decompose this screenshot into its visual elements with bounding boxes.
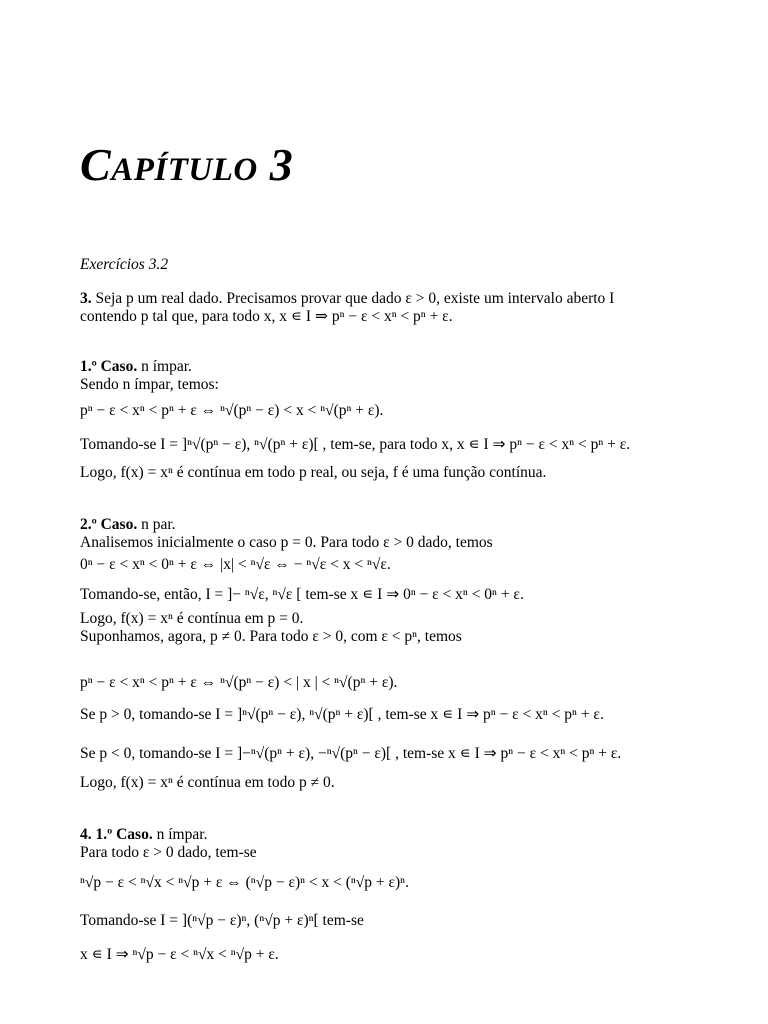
chapter-word: APÍTULO [111, 152, 258, 188]
ex4-line1: Para todo ε > 0 dado, tem-se [80, 844, 257, 861]
ex4-heading [80, 826, 207, 844]
case2-head-tail: n par. [141, 516, 176, 533]
case2-interval-neg: Se p < 0, tomando-se I = ]−ⁿ√(pⁿ + ε), −ⁿ√(pⁿ − ε)[ , tem-se x ∊ I ⇒ pⁿ − ε < xⁿ < pⁿ + ε. [80, 745, 622, 762]
case1-head: 1.º Caso. [80, 358, 138, 375]
case2-line5: Suponhamos, agora, p ≠ 0. Para todo ε > 0, com ε < pⁿ, temos [80, 628, 462, 645]
ex3-line2: contendo p tal que, para todo x, x ∊ I ⇒ pⁿ − ε < xⁿ < pⁿ + ε. [80, 308, 453, 325]
ex4-implication: x ∊ I ⇒ ⁿ√p − ε < ⁿ√x < ⁿ√p + ε. [80, 946, 279, 963]
case1-heading [80, 358, 192, 376]
case1-conclusion: Logo, f(x) = xⁿ é contínua em todo p real, ou seja, f é uma função contínua. [80, 464, 547, 481]
ex4-head-tail: n ímpar. [156, 826, 208, 843]
case2-interval-pos: Se p > 0, tomando-se I = ]ⁿ√(pⁿ − ε), ⁿ√(pⁿ + ε)[ , tem-se x ∊ I ⇒ pⁿ − ε < xⁿ < pⁿ + ε. [80, 706, 604, 723]
chapter-title [80, 138, 293, 191]
case1-equation: pⁿ − ε < xⁿ < pⁿ + ε ⇔ ⁿ√(pⁿ − ε) < x < ⁿ√(pⁿ + ε). [80, 402, 384, 419]
case2-interval1: Tomando-se, então, I = ]− ⁿ√ε, ⁿ√ε [ tem-se x ∊ I ⇒ 0ⁿ − ε < xⁿ < 0ⁿ + ε. [80, 586, 524, 603]
case2-head: 2.º Caso. [80, 516, 138, 533]
case2-equation2: pⁿ − ε < xⁿ < pⁿ + ε ⇔ ⁿ√(pⁿ − ε) < | x | < ⁿ√(pⁿ + ε). [80, 674, 398, 691]
chapter-number: 3 [269, 139, 294, 190]
case2-line1: Analisemos inicialmente o caso p = 0. Para todo ε > 0 dado, temos [80, 534, 493, 551]
chapter-first-letter: C [80, 139, 112, 190]
ex4-equation: ⁿ√p − ε < ⁿ√x < ⁿ√p + ε ⇔ (ⁿ√p − ε)ⁿ < x < (ⁿ√p + ε)ⁿ. [80, 874, 409, 891]
ex3-text1: Seja p um real dado. Precisamos provar que dado ε > 0, existe um intervalo aberto I [95, 290, 615, 307]
case1-interval-line: Tomando-se I = ]ⁿ√(pⁿ − ε), ⁿ√(pⁿ + ε)[ , tem-se, para todo x, x ∊ I ⇒ pⁿ − ε < xⁿ < pⁿ + ε. [80, 436, 631, 453]
case2-conclusion2: Logo, f(x) = xⁿ é contínua em todo p ≠ 0. [80, 774, 335, 791]
section-label: Exercícios 3.2 [80, 256, 169, 273]
case2-heading [80, 516, 176, 534]
ex4-interval: Tomando-se I = ](ⁿ√p − ε)ⁿ, (ⁿ√p + ε)ⁿ[ tem-se [80, 912, 364, 929]
case2-equation1: 0ⁿ − ε < xⁿ < 0ⁿ + ε ⇔ |x| < ⁿ√ε ⇔ − ⁿ√ε < x < ⁿ√ε. [80, 556, 391, 573]
case1-head-tail: n ímpar. [141, 358, 192, 375]
ex3-number: 3. [80, 290, 92, 307]
case2-conclusion1: Logo, f(x) = xⁿ é contínua em p = 0. [80, 610, 304, 627]
case1-line1: Sendo n ímpar, temos: [80, 376, 219, 393]
ex3-line1 [80, 290, 614, 308]
ex4-head: 4. 1.º Caso. [80, 826, 153, 843]
